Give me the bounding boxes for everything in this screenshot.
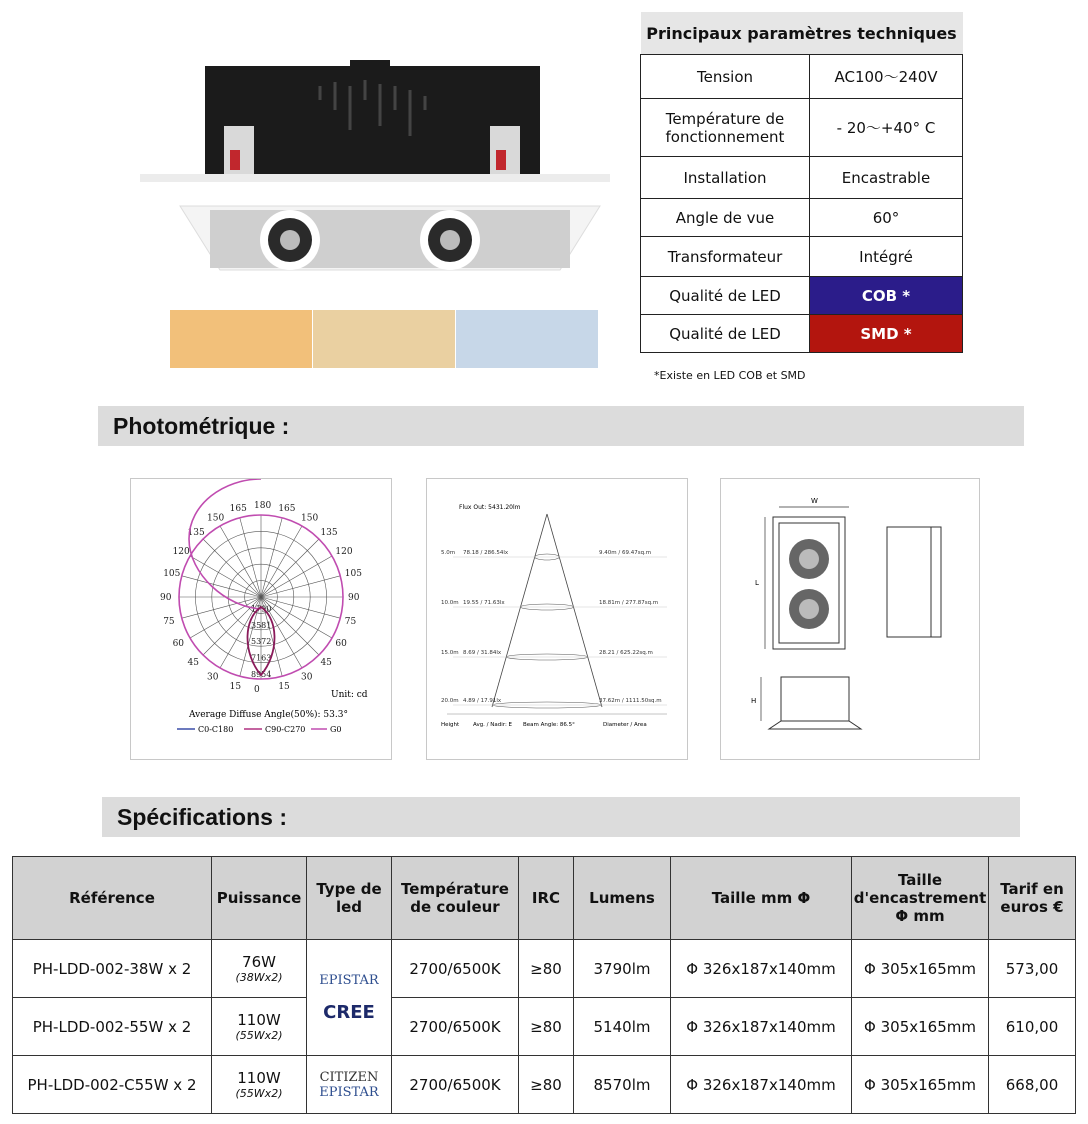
cree-logo: CREE — [323, 1001, 375, 1023]
param-label: Température de fonctionnement — [641, 99, 810, 157]
polar-angle-label: 45 — [187, 658, 199, 669]
table-row — [13, 998, 1076, 1056]
cell-power — [212, 998, 307, 1056]
cone-diam: 28.21 / 625.22sq.m — [599, 650, 653, 656]
curve-g0 — [189, 479, 261, 609]
epistar-logo: EPISTAR — [319, 1084, 379, 1100]
polar-angle-label: 150 — [207, 513, 225, 524]
cone-height: 15.0m — [441, 650, 459, 656]
polar-angle-label: 120 — [172, 547, 190, 557]
cone-diagram-panel — [426, 478, 688, 760]
col-power: Puissance — [212, 857, 307, 940]
polar-angle-label: 60 — [335, 639, 347, 649]
polar-spoke — [190, 556, 261, 597]
col-price: Tarif en euros € — [989, 857, 1076, 940]
polar-angle-label: 60 — [172, 639, 185, 649]
polar-angle-label: 90 — [348, 593, 360, 603]
cone-height: 5.0m — [441, 550, 456, 556]
param-label: Installation — [641, 157, 810, 199]
polar-angle-label: 165 — [278, 504, 296, 515]
polar-caption: Average Diffuse Angle(50%): 53.3° — [189, 710, 348, 720]
legend-c0: C0-C180 — [198, 725, 234, 734]
cone-flux: Flux Out: 5431.20lm — [459, 504, 521, 511]
param-label: Qualité de LED — [641, 277, 810, 315]
param-value: Encastrable — [810, 157, 963, 199]
param-label: Tension — [641, 55, 810, 99]
param-value-smd: SMD * — [810, 315, 963, 353]
cool-light-swatch — [456, 310, 598, 368]
polar-spoke — [203, 539, 261, 597]
polar-angle-label: 165 — [229, 504, 247, 515]
legend-c90: C90-C270 — [265, 725, 306, 734]
cell-lumens: 8570lm — [574, 1056, 671, 1114]
table-row — [13, 1056, 1076, 1114]
cone-footer-beam: Beam Angle: 86.5° — [523, 722, 575, 728]
col-cutout: Taille d'encastrement Φ mm — [852, 857, 989, 940]
polar-spoke — [261, 518, 282, 597]
cell-led-brands — [307, 940, 392, 1056]
polar-spoke — [261, 576, 340, 597]
col-led-type: Type de led — [307, 857, 392, 940]
cell-temp: 2700/6500K — [392, 940, 519, 998]
polar-diagram — [131, 479, 391, 759]
cell-price: 610,00 — [989, 998, 1076, 1056]
section-photometry: Photométrique : — [98, 406, 1024, 446]
cell-price: 573,00 — [989, 940, 1076, 998]
dim-w: W — [811, 497, 818, 505]
cone-footer-avg: Avg. / Nadir: E — [473, 722, 513, 728]
polar-angle-label: 15 — [229, 681, 242, 692]
polar-unit: Unit: cd — [331, 690, 368, 700]
polar-spoke — [240, 518, 261, 597]
polar-angle-label: 45 — [320, 658, 332, 669]
cell-cutout: Φ 305x165mm — [852, 940, 989, 998]
col-irc: IRC — [519, 857, 574, 940]
polar-angle-label: 90 — [160, 593, 172, 603]
param-value: - 20～+40° C — [810, 99, 963, 157]
polar-ring-label: 5372 — [251, 637, 272, 647]
cone-height: 20.0m — [441, 698, 459, 704]
polar-angle-label: 180 — [254, 501, 272, 511]
polar-angle-label: 30 — [301, 672, 313, 683]
power-value: 110W — [237, 1069, 281, 1087]
cell-lumens: 3790lm — [574, 940, 671, 998]
power-value: 110W — [237, 1011, 281, 1029]
param-value: 60° — [810, 199, 963, 237]
dim-h: H — [751, 697, 757, 705]
cone-avg: 4.89 / 17.91lx — [463, 698, 502, 704]
polar-ring-label: 1790 — [251, 604, 272, 614]
neutral-light-swatch — [313, 310, 455, 368]
citizen-logo: CITIZEN — [319, 1069, 379, 1085]
product-image — [140, 60, 610, 310]
polar-spoke — [220, 526, 261, 597]
cell-irc: ≥80 — [519, 1056, 574, 1114]
dim-l: L — [755, 579, 759, 587]
cell-temp: 2700/6500K — [392, 998, 519, 1056]
power-sub: (38Wx2) — [235, 971, 283, 984]
polar-spoke — [261, 539, 319, 597]
cell-ref: PH-LDD-002-38W x 2 — [13, 940, 212, 998]
polar-angle-label: 75 — [344, 616, 357, 627]
cone-diagram — [427, 479, 687, 759]
polar-angle-label: 135 — [187, 527, 205, 538]
cell-size: Φ 326x187x140mm — [671, 998, 852, 1056]
polar-angle-label: 105 — [163, 569, 181, 580]
cell-lumens: 5140lm — [574, 998, 671, 1056]
cone-avg: 78.18 / 286.54lx — [463, 550, 509, 556]
polar-ring-label: 7163 — [251, 653, 272, 663]
cell-size: Φ 326x187x140mm — [671, 940, 852, 998]
polar-diagram-panel — [130, 478, 392, 760]
cell-irc: ≥80 — [519, 940, 574, 998]
polar-ring-label: 3581 — [251, 620, 272, 630]
cell-temp: 2700/6500K — [392, 1056, 519, 1114]
cone-footer-height: Height — [441, 722, 460, 728]
cell-size: Φ 326x187x140mm — [671, 1056, 852, 1114]
dimension-drawing — [721, 479, 979, 759]
cell-cutout: Φ 305x165mm — [852, 998, 989, 1056]
param-label: Angle de vue — [641, 199, 810, 237]
technical-params-table — [640, 12, 963, 353]
polar-spoke — [261, 526, 302, 597]
col-lumens: Lumens — [574, 857, 671, 940]
power-value: 76W — [242, 953, 276, 971]
param-value: Intégré — [810, 237, 963, 277]
warm-light-swatch — [170, 310, 312, 368]
table-row — [13, 940, 1076, 998]
polar-angle-label: 135 — [320, 527, 338, 538]
cone-diam: 37.62m / 1111.50sq.m — [599, 698, 662, 704]
polar-spoke — [261, 597, 332, 638]
polar-spoke — [261, 556, 332, 597]
polar-angle-label: 120 — [335, 547, 353, 557]
cell-power — [212, 940, 307, 998]
params-title: Principaux paramètres techniques — [641, 12, 963, 55]
cell-irc: ≥80 — [519, 998, 574, 1056]
cone-avg: 19.55 / 71.63lx — [463, 600, 505, 606]
cone-footer-diam: Diameter / Area — [603, 722, 647, 728]
cone-avg: 8.69 / 31.84lx — [463, 650, 502, 656]
table-header-row — [13, 857, 1076, 940]
cone-diam: 9.40m / 69.47sq.m — [599, 550, 652, 556]
dimension-drawing-panel — [720, 478, 980, 760]
col-size: Taille mm Φ — [671, 857, 852, 940]
polar-angle-label: 15 — [278, 681, 290, 692]
power-sub: (55Wx2) — [235, 1087, 283, 1100]
cell-ref: PH-LDD-002-55W x 2 — [13, 998, 212, 1056]
led-note: *Existe en LED COB et SMD — [654, 369, 806, 382]
polar-ring-label: 8954 — [251, 670, 272, 679]
section-specifications: Spécifications : — [102, 797, 1020, 837]
param-label: Transformateur — [641, 237, 810, 277]
param-value: AC100～240V — [810, 55, 963, 99]
polar-spoke — [261, 597, 340, 618]
col-color-temp: Température de couleur — [392, 857, 519, 940]
cell-led-brands — [307, 1056, 392, 1114]
cell-ref: PH-LDD-002-C55W x 2 — [13, 1056, 212, 1114]
cell-cutout: Φ 305x165mm — [852, 1056, 989, 1114]
cone-height: 10.0m — [441, 600, 459, 606]
cell-price: 668,00 — [989, 1056, 1076, 1114]
param-value-cob: COB * — [810, 277, 963, 315]
specifications-table — [12, 856, 1076, 1114]
power-sub: (55Wx2) — [235, 1029, 283, 1042]
polar-angle-label: 30 — [207, 672, 219, 683]
polar-angle-label: 105 — [344, 569, 362, 580]
epistar-logo: EPISTAR — [319, 972, 379, 988]
polar-angle-label: 0 — [254, 685, 260, 695]
polar-angle-label: 75 — [163, 616, 175, 627]
cell-power — [212, 1056, 307, 1114]
polar-spoke — [190, 597, 261, 638]
param-label: Qualité de LED — [641, 315, 810, 353]
col-reference: Référence — [13, 857, 212, 940]
cone-diam: 18.81m / 277.87sq.m — [599, 600, 659, 606]
polar-angle-label: 150 — [301, 513, 319, 524]
legend-g0: G0 — [330, 725, 342, 734]
